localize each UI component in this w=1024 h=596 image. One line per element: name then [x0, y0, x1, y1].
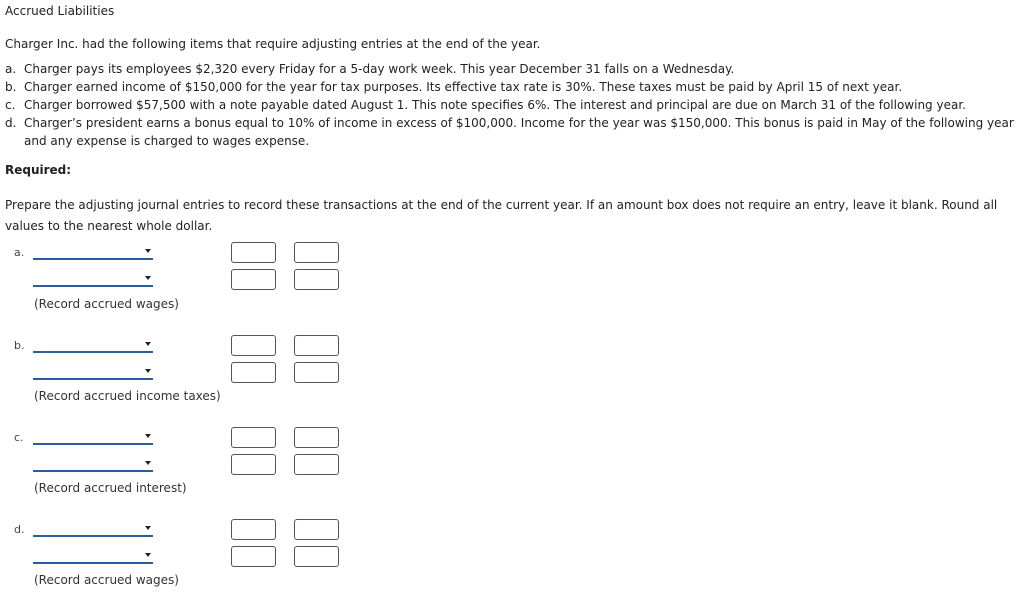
chevron-down-icon: [145, 342, 151, 346]
item-letter: b.: [5, 80, 17, 94]
entry-memo: (Record accrued wages): [34, 573, 179, 587]
chevron-down-icon: [145, 526, 151, 530]
item-text: Charger’s president earns a bonus equal to 10% of income in excess of $100,000. Income for the year was $150,000. This bonus is paid in May of the following year: [24, 116, 1014, 130]
entry-memo: (Record accrued income taxes): [34, 389, 221, 403]
credit-amount-input[interactable]: [294, 519, 339, 540]
chevron-down-icon: [145, 553, 151, 557]
credit-amount-input[interactable]: [294, 454, 339, 475]
debit-amount-input[interactable]: [231, 242, 276, 263]
item-letter: a.: [5, 62, 17, 76]
debit-amount-input[interactable]: [231, 519, 276, 540]
debit-amount-input[interactable]: [231, 427, 276, 448]
entry-letter: b.: [14, 339, 25, 352]
chevron-down-icon: [145, 369, 151, 373]
chevron-down-icon: [145, 249, 151, 253]
entry-memo: (Record accrued interest): [34, 481, 187, 495]
debit-amount-input[interactable]: [231, 362, 276, 383]
credit-amount-input[interactable]: [294, 335, 339, 356]
account-select[interactable]: [33, 337, 153, 353]
debit-amount-input[interactable]: [231, 546, 276, 567]
credit-amount-input[interactable]: [294, 546, 339, 567]
account-select[interactable]: [33, 548, 153, 564]
chevron-down-icon: [145, 434, 151, 438]
entry-memo: (Record accrued wages): [34, 297, 179, 311]
credit-amount-input[interactable]: [294, 362, 339, 383]
chevron-down-icon: [145, 461, 151, 465]
chevron-down-icon: [145, 276, 151, 280]
item-letter: c.: [5, 98, 16, 112]
item-text: Charger pays its employees $2,320 every Friday for a 5-day work week. This year December 31 falls on a Wednesday.: [24, 62, 735, 76]
intro-text: Charger Inc. had the following items that require adjusting entries at the end of the year.: [5, 37, 541, 51]
item-text-continued: and any expense is charged to wages expense.: [24, 134, 310, 148]
credit-amount-input[interactable]: [294, 427, 339, 448]
entry-letter: d.: [14, 523, 25, 536]
instructions: Prepare the adjusting journal entries to record these transactions at the end of the current year. If an amount box does not require an entry, leave it blank. Round all values to the nearest whole dollar.: [5, 198, 998, 233]
debit-amount-input[interactable]: [231, 269, 276, 290]
entry-letter: a.: [14, 246, 25, 259]
entry-letter: c.: [14, 431, 24, 444]
account-select[interactable]: [33, 364, 153, 380]
debit-amount-input[interactable]: [231, 454, 276, 475]
item-letter: d.: [5, 116, 17, 130]
account-select[interactable]: [33, 429, 153, 445]
account-select[interactable]: [33, 271, 153, 287]
required-heading: Required:: [5, 163, 72, 177]
debit-amount-input[interactable]: [231, 335, 276, 356]
credit-amount-input[interactable]: [294, 269, 339, 290]
page-title: Accrued Liabilities: [5, 4, 115, 18]
credit-amount-input[interactable]: [294, 242, 339, 263]
item-text: Charger earned income of $150,000 for the year for tax purposes. Its effective tax rate is 30%. These taxes must be paid by April 15 of next year.: [24, 80, 903, 94]
account-select[interactable]: [33, 456, 153, 472]
account-select[interactable]: [33, 244, 153, 260]
item-text: Charger borrowed $57,500 with a note payable dated August 1. This note specifies 6%. The interest and principal are due on March 31 of the following year.: [24, 98, 966, 112]
account-select[interactable]: [33, 521, 153, 537]
